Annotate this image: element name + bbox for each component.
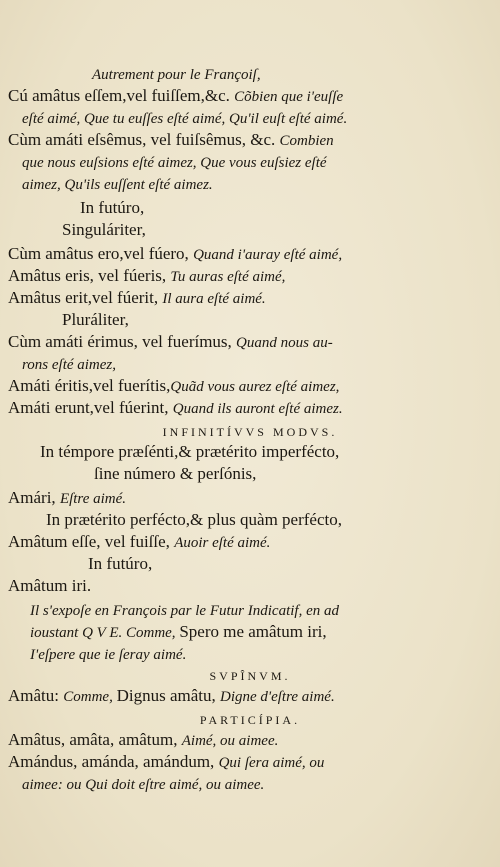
text-segment: I'eſpere que ie ſeray aimé. (30, 647, 187, 663)
text-line (8, 266, 285, 287)
text-segment: In prætérito perfécto,& plus quàm perfécto, (46, 510, 342, 529)
text-line (8, 532, 270, 553)
text-segment: Quand i'auray eſté aimé, (193, 247, 343, 263)
text-line (30, 644, 186, 665)
subheading (62, 310, 129, 330)
text-segment: Cùm amâtus ero,vel fúero, (8, 244, 194, 263)
text-line (8, 752, 324, 773)
subheading (88, 554, 152, 574)
text-segment: Amáti éritis,vel fuerítis, (8, 376, 171, 395)
text-segment: Amâtus erit,vel fúerit, (8, 288, 163, 307)
section-heading (92, 64, 261, 85)
text-segment: Combien (279, 133, 334, 149)
text-line (40, 442, 339, 462)
text-line (8, 730, 278, 751)
text-segment: ſine número & perſónis, (94, 464, 257, 483)
text-segment: Amâtus, amâta, amâtum, (8, 730, 182, 749)
subheading (62, 220, 146, 240)
text-segment: Amâtum iri. (8, 576, 92, 595)
text-segment: ioustant Q V E. Comme, (30, 625, 180, 641)
text-line (8, 244, 342, 265)
text-segment: Cùm amáti érimus, vel fuerímus, (8, 332, 237, 351)
text-segment: Amándus, amánda, amándum, (8, 752, 219, 771)
text-line (8, 288, 266, 309)
text-segment: rons eſté aimez, (22, 357, 117, 373)
text-segment: Cõbien que i'euſſe (234, 89, 344, 105)
text-line (22, 774, 264, 795)
text-segment: Autrement pour le Françoiſ, (92, 67, 261, 83)
text-segment: INFINITÍVVS MODVS. (162, 425, 338, 439)
text-segment: Tu auras eſté aimé, (170, 269, 286, 285)
text-line (22, 152, 327, 173)
text-line (8, 130, 334, 151)
infinitive-heading (0, 422, 500, 442)
text-segment: PARTICÍPIA. (199, 713, 301, 727)
text-segment: Eſtre aimé. (59, 491, 127, 507)
text-segment: Quand nous au- (236, 335, 333, 351)
text-segment: Singuláriter, (62, 220, 146, 239)
text-line (30, 600, 339, 621)
text-line (8, 686, 335, 707)
text-line (8, 86, 343, 107)
text-segment: Il s'expoſe en François par le Futur Indicatif, en ad (30, 603, 339, 619)
text-segment: eſté aimé, Que tu euſſes eſté aimé, Qu'il euſt eſté aimé. (22, 111, 348, 127)
text-segment: Aimé, ou aimee. (181, 733, 279, 749)
text-segment: Quãd vous aurez eſté aimez, (170, 379, 340, 395)
text-segment: In témpore præſénti,& prætérito imperfécto, (40, 442, 340, 461)
text-line (8, 376, 339, 397)
text-segment: Amâtum eſſe, vel fuiſſe, (8, 532, 175, 551)
text-segment: In futúro, (88, 554, 153, 573)
text-line (22, 108, 347, 129)
text-segment: Pluráliter, (62, 310, 129, 329)
text-line (22, 174, 213, 195)
text-segment: Auoir eſté aimé. (174, 535, 271, 551)
text-line (22, 354, 116, 375)
text-segment: Qui ſera aimé, ou (218, 755, 325, 771)
text-segment: Digne d'eſtre aimé. (219, 689, 335, 705)
text-segment: Comme, (63, 689, 117, 705)
text-segment: Amâtu: (8, 686, 64, 705)
text-segment: SVPÎNVM. (209, 669, 291, 683)
text-segment: Dignus amâtu, (116, 686, 220, 705)
text-line (30, 622, 327, 643)
text-segment: Quand ils auront eſté aimez. (172, 401, 343, 417)
participle-heading (0, 710, 500, 730)
text-segment: Amáti erunt,vel fúerint, (8, 398, 173, 417)
text-line (8, 398, 343, 419)
text-line (94, 464, 256, 484)
text-segment: Il aura eſté aimé. (162, 291, 266, 307)
text-segment: aimee: ou Qui doit eſtre aimé, ou aimee. (22, 777, 265, 793)
subheading (80, 198, 144, 218)
text-line (8, 576, 91, 596)
text-segment: Cùm amáti eſsêmus, vel fuiſsêmus, &c. (8, 130, 280, 149)
text-segment: aimez, Qu'ils euſſent eſté aimez. (22, 177, 213, 193)
text-line (46, 510, 342, 530)
text-segment: Spero me amâtum iri, (179, 622, 327, 641)
text-segment: Cú amâtus eſſem,vel fuiſſem,&c. (8, 86, 235, 105)
text-segment: Amâtus eris, vel fúeris, (8, 266, 171, 285)
text-line (8, 332, 333, 353)
supine-heading (0, 666, 500, 686)
text-segment: que nous euſsions eſté aimez, Que vous euſsiez eſté (22, 155, 327, 171)
text-segment: In futúro, (80, 198, 145, 217)
text-segment: Amári, (8, 488, 60, 507)
text-line (8, 488, 126, 509)
